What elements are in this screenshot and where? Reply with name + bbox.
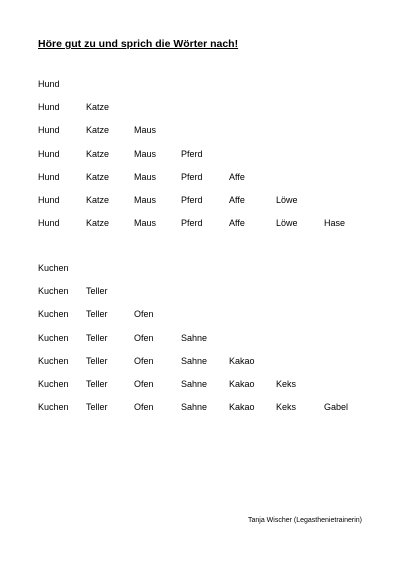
word: Katze: [86, 218, 110, 228]
word: Kuchen: [38, 263, 69, 273]
word: Teller: [86, 309, 108, 319]
word: Pferd: [181, 172, 203, 182]
word: Affe: [229, 218, 245, 228]
word: Kuchen: [38, 356, 69, 366]
page-title: Höre gut zu und sprich die Wörter nach!: [38, 38, 239, 50]
word: Sahne: [181, 379, 208, 389]
word: Ofen: [134, 356, 154, 366]
word: Katze: [86, 125, 110, 135]
word: Ofen: [134, 333, 154, 343]
word: Hund: [38, 149, 60, 159]
word: Sahne: [181, 333, 208, 343]
author-footer: Tanja Wischer (Legasthenietrainerin): [248, 517, 362, 524]
word: Pferd: [181, 195, 203, 205]
word: Affe: [229, 172, 245, 182]
word: Maus: [134, 149, 157, 159]
word: Sahne: [181, 402, 208, 412]
word: Löwe: [276, 218, 298, 228]
word: Teller: [86, 379, 108, 389]
word: Kuchen: [38, 333, 69, 343]
word: Katze: [86, 102, 110, 112]
word: Teller: [86, 356, 108, 366]
word: Keks: [276, 402, 297, 412]
word: Hund: [38, 218, 60, 228]
word: Keks: [276, 379, 297, 389]
word: Hund: [38, 172, 60, 182]
word: Kakao: [229, 402, 255, 412]
word: Kakao: [229, 356, 255, 366]
word: Maus: [134, 195, 157, 205]
word: Pferd: [181, 218, 203, 228]
word: Gabel: [324, 402, 349, 412]
word: Teller: [86, 286, 108, 296]
word: Hase: [324, 218, 346, 228]
word: Maus: [134, 218, 157, 228]
word: Maus: [134, 172, 157, 182]
word: Ofen: [134, 379, 154, 389]
word: Pferd: [181, 149, 203, 159]
word: Teller: [86, 402, 108, 412]
word: Katze: [86, 195, 110, 205]
word: Teller: [86, 333, 108, 343]
word: Hund: [38, 125, 60, 135]
word: Hund: [38, 195, 60, 205]
word: Hund: [38, 102, 60, 112]
word: Ofen: [134, 402, 154, 412]
word: Affe: [229, 195, 245, 205]
word: Löwe: [276, 195, 298, 205]
word: Katze: [86, 172, 110, 182]
word: Katze: [86, 149, 110, 159]
word: Kuchen: [38, 379, 69, 389]
word: Kuchen: [38, 286, 69, 296]
word: Kuchen: [38, 402, 69, 412]
word: Ofen: [134, 309, 154, 319]
word: Maus: [134, 125, 157, 135]
word: Kuchen: [38, 309, 69, 319]
word: Hund: [38, 79, 60, 89]
word: Sahne: [181, 356, 208, 366]
word: Kakao: [229, 379, 255, 389]
